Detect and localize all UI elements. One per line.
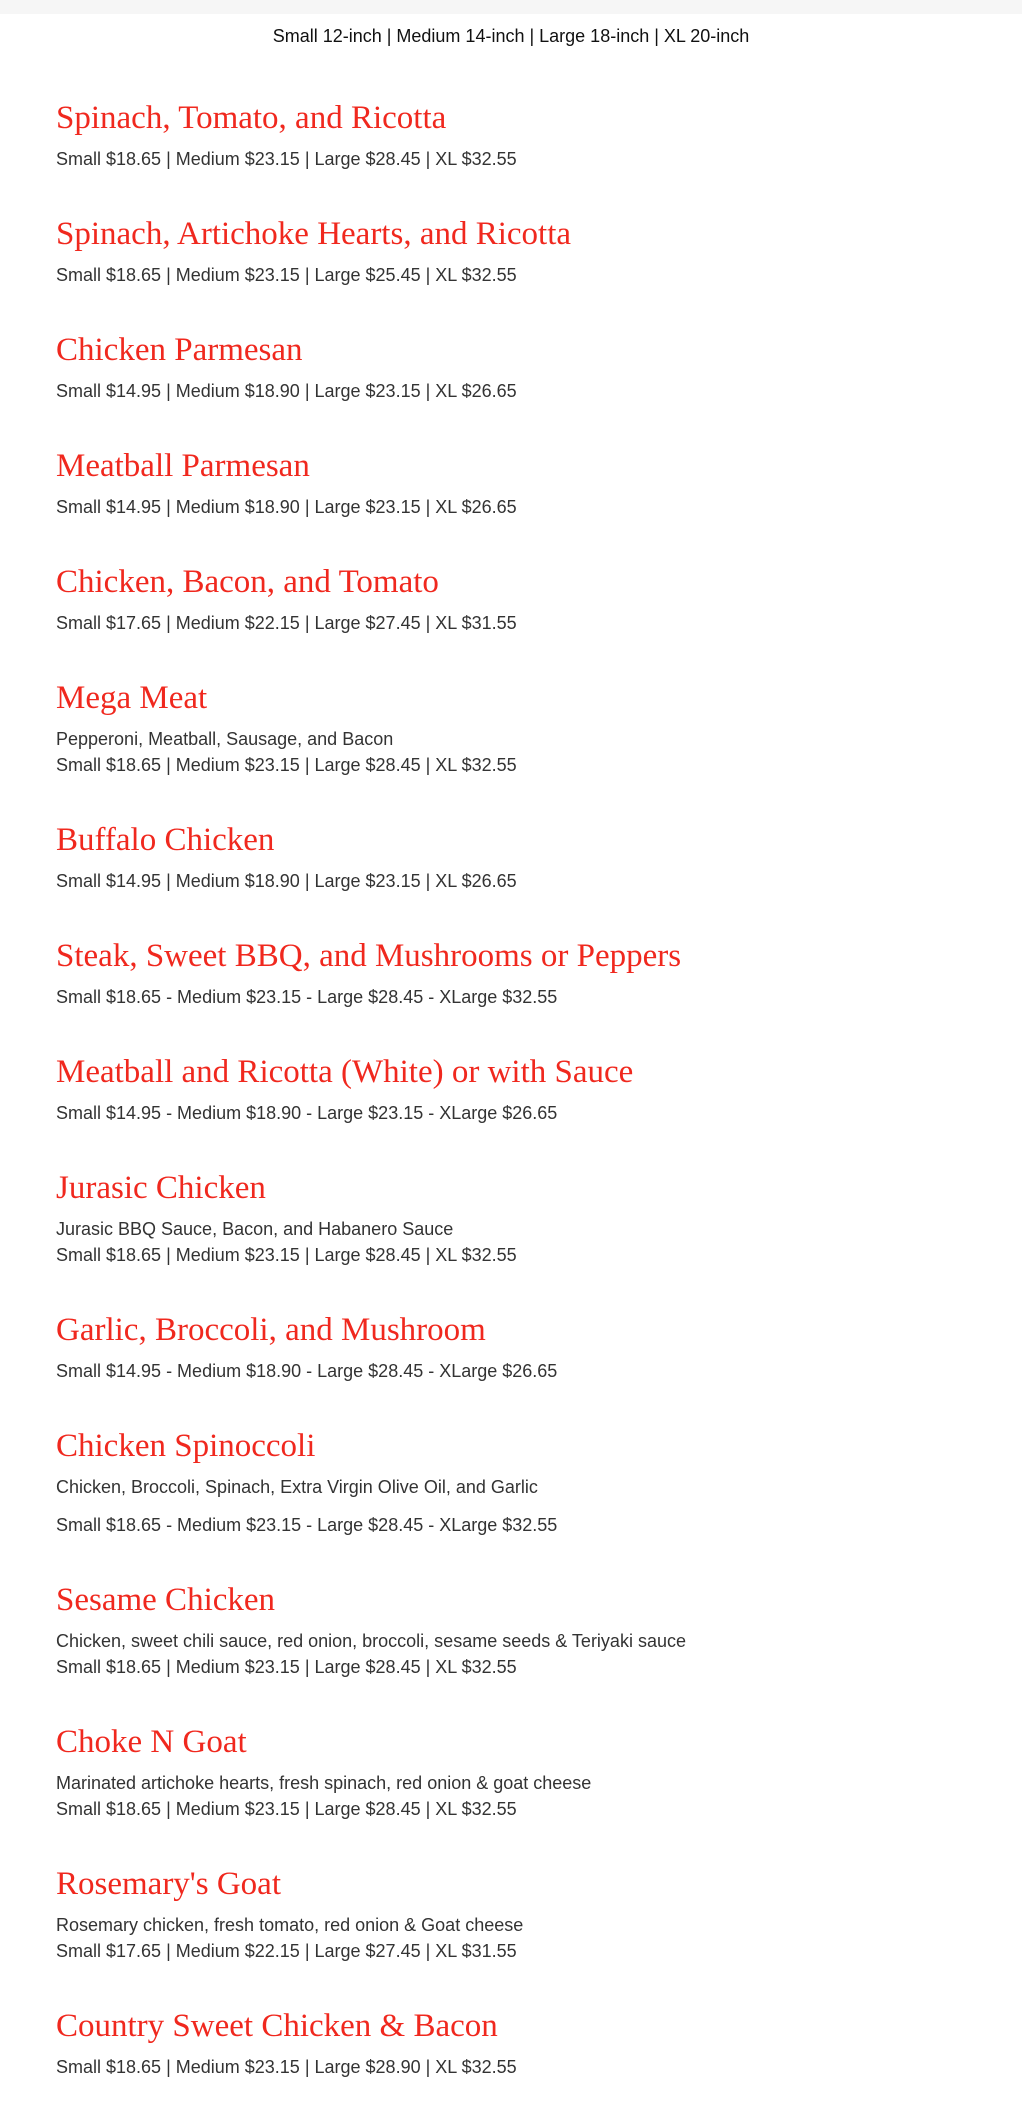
- item-price: Small $18.65 | Medium $23.15 | Large $28.45 | XL $32.55: [56, 149, 517, 169]
- item-description: Chicken, Broccoli, Spinach, Extra Virgin Olive Oil, and Garlic: [56, 1477, 538, 1497]
- item-name: Spinach, Tomato, and Ricotta: [56, 100, 447, 136]
- item-price: Small $14.95 | Medium $18.90 | Large $23.15 | XL $26.65: [56, 497, 517, 517]
- item-price: Small $18.65 | Medium $23.15 | Large $28.90 | XL $32.55: [56, 2057, 517, 2077]
- item-price: Small $18.65 | Medium $23.15 | Large $28.45 | XL $32.55: [56, 755, 517, 775]
- item-name: Rosemary's Goat: [56, 1866, 281, 1902]
- menu-item: [56, 1720, 996, 1822]
- item-price: Small $14.95 | Medium $18.90 | Large $23.15 | XL $26.65: [56, 381, 517, 401]
- item-name: Chicken Spinoccoli: [56, 1428, 316, 1464]
- menu-item: [56, 2004, 996, 2080]
- menu-item: [56, 818, 996, 894]
- item-name: Meatball and Ricotta (White) or with Sauce: [56, 1054, 634, 1090]
- menu-item: [56, 676, 996, 778]
- item-price: Small $18.65 | Medium $23.15 | Large $28.45 | XL $32.55: [56, 1657, 517, 1677]
- menu-item: [56, 1578, 996, 1680]
- top-strip: [0, 0, 1022, 14]
- menu-item: [56, 1050, 996, 1126]
- menu-item: [56, 934, 996, 1010]
- item-name: Sesame Chicken: [56, 1582, 276, 1618]
- item-price: Small $17.65 | Medium $22.15 | Large $27.45 | XL $31.55: [56, 1941, 517, 1961]
- menu-item: [56, 1166, 996, 1268]
- item-price: Small $14.95 | Medium $18.90 | Large $23.15 | XL $26.65: [56, 871, 517, 891]
- item-description: Pepperoni, Meatball, Sausage, and Bacon: [56, 729, 394, 749]
- menu-item: [56, 96, 996, 172]
- item-name: Choke N Goat: [56, 1724, 247, 1760]
- menu-item: [56, 212, 996, 288]
- item-name: Garlic, Broccoli, and Mushroom: [56, 1312, 486, 1348]
- item-description: Marinated artichoke hearts, fresh spinach, red onion & goat cheese: [56, 1773, 592, 1793]
- item-price: Small $18.65 - Medium $23.15 - Large $28.45 - XLarge $32.55: [56, 1515, 558, 1535]
- item-name: Chicken, Bacon, and Tomato: [56, 564, 439, 600]
- item-name: Country Sweet Chicken & Bacon: [56, 2008, 498, 2044]
- menu-list: [56, 96, 996, 2120]
- menu-item: [56, 1424, 996, 1538]
- item-price: Small $18.65 | Medium $23.15 | Large $25.45 | XL $32.55: [56, 265, 517, 285]
- menu-item: [56, 1308, 996, 1384]
- item-price: Small $18.65 | Medium $23.15 | Large $28.45 | XL $32.55: [56, 1799, 517, 1819]
- item-name: Buffalo Chicken: [56, 822, 275, 858]
- size-legend: Small 12-inch | Medium 14-inch | Large 18-inch | XL 20-inch: [272, 26, 750, 46]
- menu-item: [56, 560, 996, 636]
- menu-item: [56, 444, 996, 520]
- item-name: Spinach, Artichoke Hearts, and Ricotta: [56, 216, 572, 252]
- item-name: Chicken Parmesan: [56, 332, 303, 368]
- item-price: Small $18.65 - Medium $23.15 - Large $28.45 - XLarge $32.55: [56, 987, 558, 1007]
- item-price: Small $14.95 - Medium $18.90 - Large $23.15 - XLarge $26.65: [56, 1103, 558, 1123]
- item-name: Mega Meat: [56, 680, 208, 716]
- item-description: Chicken, sweet chili sauce, red onion, broccoli, sesame seeds & Teriyaki sauce: [56, 1631, 686, 1651]
- menu-item: [56, 1862, 996, 1964]
- item-price: Small $18.65 | Medium $23.15 | Large $28.45 | XL $32.55: [56, 1245, 517, 1265]
- item-name: Steak, Sweet BBQ, and Mushrooms or Peppers: [56, 938, 682, 974]
- menu-item: [56, 328, 996, 404]
- item-price: Small $17.65 | Medium $22.15 | Large $27.45 | XL $31.55: [56, 613, 517, 633]
- item-name: Jurasic Chicken: [56, 1170, 266, 1206]
- item-description: Jurasic BBQ Sauce, Bacon, and Habanero Sauce: [56, 1219, 454, 1239]
- item-price: Small $14.95 - Medium $18.90 - Large $28.45 - XLarge $26.65: [56, 1361, 558, 1381]
- item-description: Rosemary chicken, fresh tomato, red onion & Goat cheese: [56, 1915, 524, 1935]
- item-name: Meatball Parmesan: [56, 448, 310, 484]
